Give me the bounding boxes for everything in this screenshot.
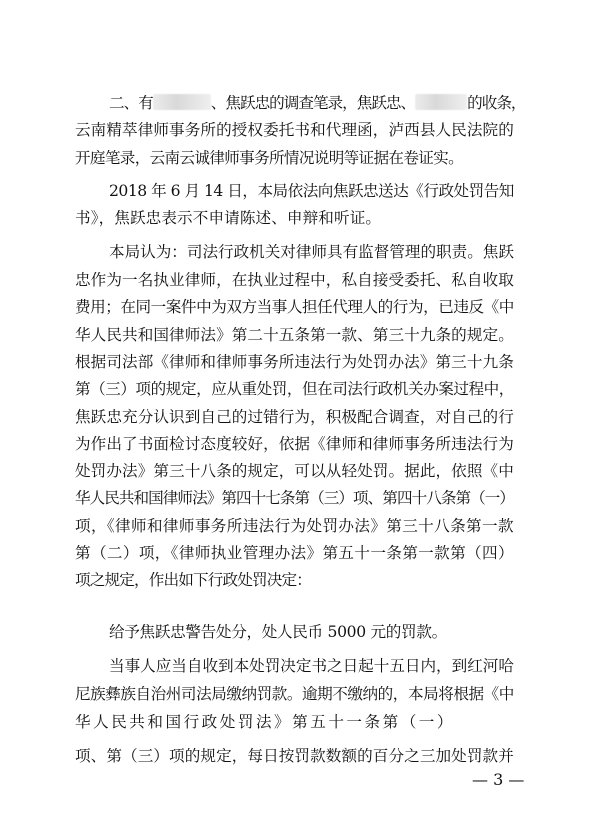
text-segment: 尼族彝族自治州司法局缴纳罚款。逾期不缴纳的，本局将根据《中 — [75, 685, 514, 703]
text-line — [75, 684, 514, 704]
text-line — [109, 242, 514, 262]
text-segment: 华人民共和国行政处罚法》第五十一条第（一） — [75, 713, 455, 731]
text-segment: 开庭笔录，云南云诚律师事务所情况说明等证据在卷证实。 — [75, 149, 464, 167]
text-line — [75, 352, 514, 372]
page-number: — 3 — — [472, 770, 525, 789]
text-line — [109, 656, 514, 676]
text-segment: 的收条， — [467, 94, 526, 112]
text-segment: 第（二）项，《律师执业管理办法》第五十一条第一款第（四） — [75, 544, 514, 562]
text-line — [75, 712, 455, 732]
text-line — [75, 325, 514, 345]
text-segment: 处罚办法》第三十八条的规定，可以从轻处罚。据此，依照《中 — [75, 462, 514, 480]
text-line — [75, 379, 514, 399]
text-line — [109, 181, 514, 201]
text-segment: 华人民共和国律师法》第四十七条第（三）项、第四十八条第（一） — [75, 489, 515, 507]
text-segment: 焦跃忠充分认识到自己的过错行为，积极配合调查，对自己的行 — [75, 408, 514, 426]
text-segment: 根据司法部《律师和律师事务所违法行为处罚办法》第三十九条 — [75, 353, 514, 371]
text-line — [75, 543, 514, 563]
text-segment: 给予焦跃忠警告处分，处人民币 5000 元的罚款。 — [109, 623, 447, 641]
text-segment: 二、有 — [109, 94, 153, 112]
redaction-box — [153, 94, 211, 110]
text-segment: 项、第（三）项的规定，每日按罚款数额的百分之三加处罚款并 — [75, 747, 514, 765]
text-segment: 华人民共和国律师法》第二十五条第一款、第三十九条的规定。 — [75, 326, 514, 344]
text-segment: 为作出了书面检讨态度较好，依据《律师和律师事务所违法行为 — [75, 435, 514, 453]
text-segment: 项之规定，作出如下行政处罚决定： — [75, 571, 312, 589]
text-segment: 当事人应当自收到本处罚决定书之日起十五日内，到红河哈 — [109, 657, 514, 675]
text-line — [109, 93, 526, 113]
text-line — [75, 746, 514, 766]
text-segment: 云南精萃律师事务所的授权委托书和代理函，泸西县人民法院的 — [75, 121, 514, 139]
text-line — [109, 622, 447, 642]
text-line — [75, 461, 514, 481]
text-line — [75, 434, 514, 454]
text-segment: 2018 年 6 月 14 日，本局依法向焦跃忠送达《行政处罚告知 — [109, 182, 514, 200]
text-line — [75, 407, 514, 427]
text-segment: 项，《律师和律师事务所违法行为处罚办法》第三十八条第一款 — [75, 517, 514, 535]
text-segment: 、焦跃忠的调查笔录，焦跃忠、 — [210, 94, 416, 112]
text-line — [75, 120, 514, 140]
text-line — [75, 488, 514, 508]
redaction-box — [415, 94, 467, 110]
text-line — [75, 570, 311, 590]
text-line — [75, 148, 463, 168]
text-line — [75, 516, 514, 536]
text-line — [75, 270, 514, 290]
text-segment: 本局认为：司法行政机关对律师具有监督管理的职责。焦跃 — [109, 243, 514, 261]
text-segment: 费用；在同一案件中为双方当事人担任代理人的行为，已违反《中 — [75, 298, 514, 316]
text-segment: 第（三）项的规定，应从重处罚，但在司法行政机关办案过程中， — [75, 380, 514, 398]
text-segment: 书》，焦跃忠表示不申请陈述、申辩和听证。 — [75, 209, 382, 227]
text-segment: 忠作为一名执业律师，在执业过程中，私自接受委托、私自收取 — [75, 271, 514, 289]
text-line — [75, 297, 514, 317]
text-line — [75, 208, 381, 228]
